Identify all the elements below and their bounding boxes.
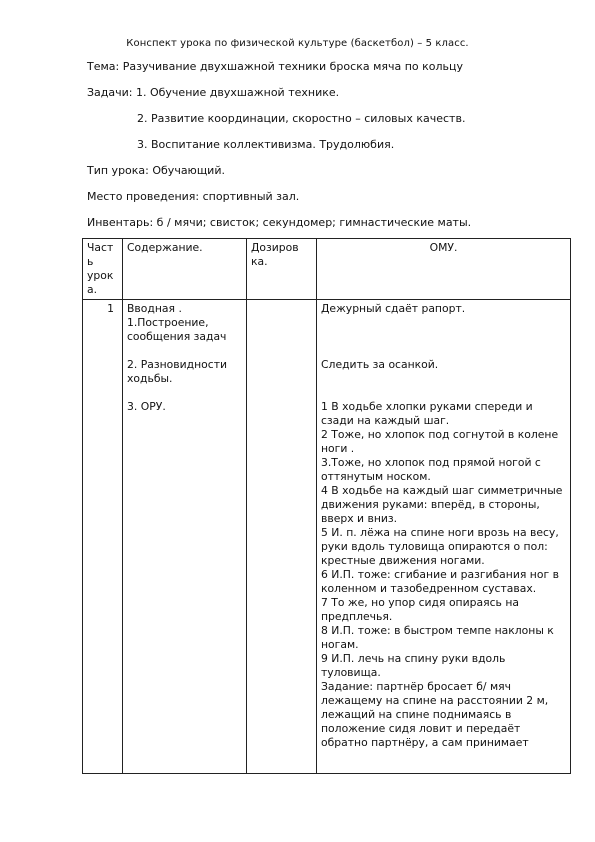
exercise-item: 1 В ходьбе хлопки руками спереди и сзади на каждый шаг.	[321, 400, 533, 427]
exercise-item: 3.Тоже, но хлопок под прямой ногой с оттянутым носком.	[321, 456, 541, 483]
content-intro: Вводная .	[127, 302, 182, 315]
exercise-item: 6 И.П. тоже: сгибание и разгибания ног в коленном и тазобедренном суставах.	[321, 568, 559, 595]
cell-content	[123, 300, 247, 774]
cell-omu	[317, 300, 571, 774]
lesson-task-3: 3. Воспитание коллективизма. Трудолюбия.	[137, 138, 395, 151]
header-part: Част ь урок а.	[83, 239, 123, 300]
header-content: Содержание.	[123, 239, 247, 300]
lesson-inventory: Инвентарь: б / мячи; свисток; секундомер; гимнастические маты.	[87, 216, 472, 229]
header-dosage: Дозиров ка.	[247, 239, 317, 300]
omu-note: Следить за осанкой.	[321, 358, 439, 371]
lesson-topic: Тема: Разучивание двухшажной техники броска мяча по кольцу	[87, 60, 464, 73]
lesson-place: Место проведения: спортивный зал.	[87, 190, 300, 203]
header-omu: ОМУ.	[317, 239, 571, 300]
exercise-item: 8 И.П. тоже: в быстром темпе наклоны к ногам.	[321, 624, 554, 651]
content-item: 2. Разновидности ходьбы.	[127, 358, 228, 385]
omu-note: Дежурный сдаёт рапорт.	[321, 302, 466, 315]
cell-dosage	[247, 300, 317, 774]
lesson-table	[82, 238, 571, 774]
exercise-item: 4 В ходьбе на каждый шаг симметричные движения руками: вперёд, в стороны, вверх и вниз.	[321, 484, 563, 525]
lesson-tasks: Задачи: 1. Обучение двухшажной технике.	[87, 86, 340, 99]
exercise-task: Задание: партнёр бросает б/ мяч лежащему на спине на расстоянии 2 м, лежащий на спине поднимаясь в положение сидя ловит и передаёт обратно партнёру, а сам принимает	[321, 680, 549, 749]
lesson-type: Тип урока: Обучающий.	[87, 164, 225, 177]
exercise-item: 2 Тоже, но хлопок под согнутой в колене ноги .	[321, 428, 559, 455]
document-title: Конспект урока по физической культуре (баскетбол) – 5 класс.	[126, 38, 469, 49]
table-header-row	[83, 239, 571, 300]
lesson-task-2: 2. Развитие координации, скоростно – силовых качеств.	[137, 112, 466, 125]
exercise-item: 7 То же, но упор сидя опираясь на предплечья.	[321, 596, 520, 623]
content-item: 1.Построение, сообщения задач	[127, 316, 227, 343]
table-row	[83, 300, 571, 774]
content-item: 3. ОРУ.	[127, 400, 166, 413]
cell-part-number: 1	[83, 300, 123, 774]
exercise-item: 9 И.П. лечь на спину руки вдоль туловища.	[321, 652, 506, 679]
exercise-item: 5 И. п. лёжа на спине ноги врозь на весу, руки вдоль туловища опираются о пол: крестные движения ногами.	[321, 526, 559, 567]
